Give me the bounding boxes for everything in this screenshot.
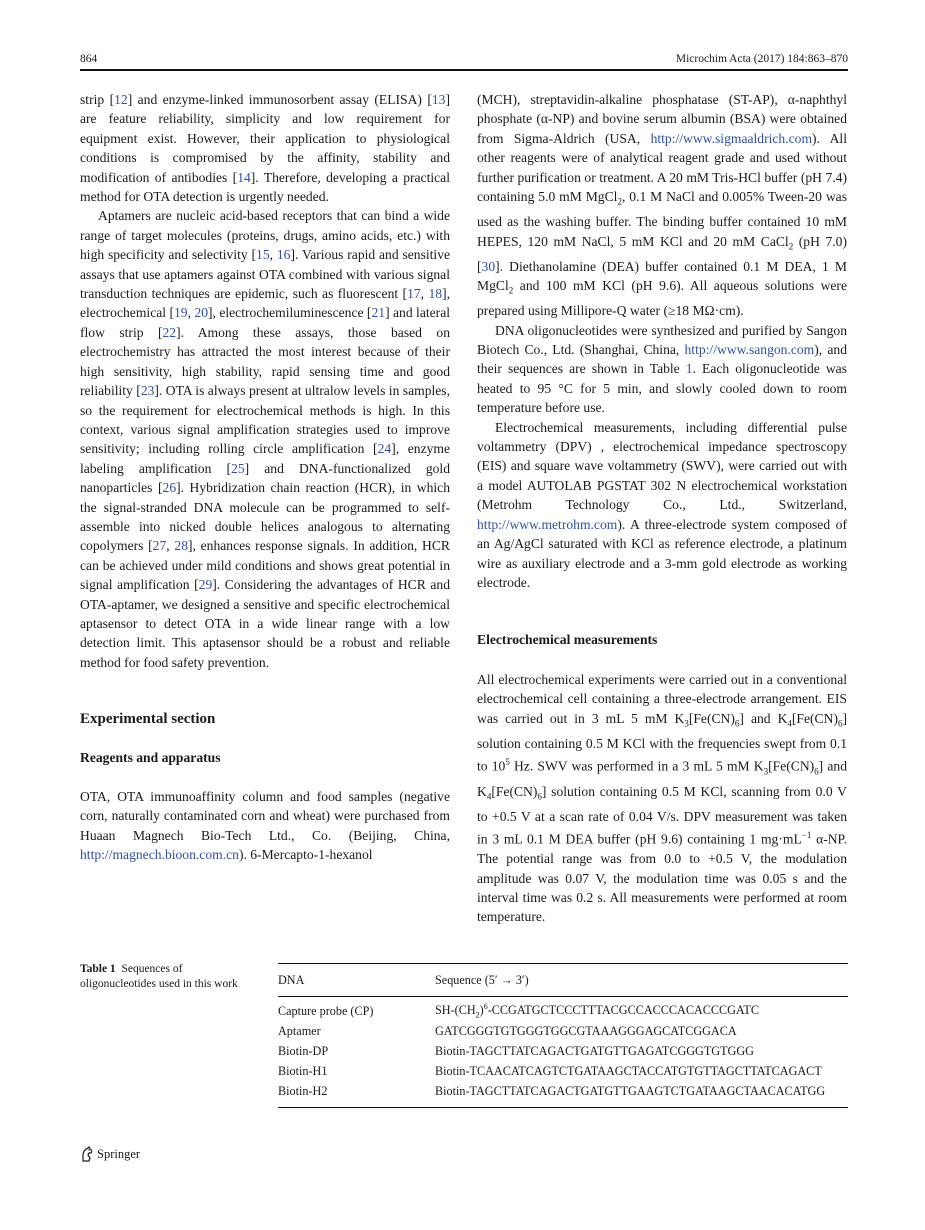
paragraph: OTA, OTA immunoaffinity column and food samples (negative corn, naturally contaminated corn and wheat) were purchased from Huaan Magnech Bio-Tech Ltd., Co. (Beijing, China, http://magnech.bioon.com.cn). 6-Mercapto-1-hexanol xyxy=(80,789,450,863)
paragraph: All electrochemical experiments were carried out in a conventional electrochemical cell containing a three-electrode arrangement. EIS was carried out in 3 mL 5 mM $K_3[Fe(CN)_6]$ and $K_4[Fe(CN)_6]$ solution containing 0.5 M KCl with the frequencies swept from 0.1 to $10^5$ Hz. SWV was performed in a 3 mL 5 mM $K_3[Fe(CN)_6]$ and $K_4[Fe(CN)_6]$ solution containing 0.5 M KCl, scanning from 0.0 V to +0.5 V at a scan rate of 0.04 V/s. DPV measurement was taken in 3 mL 0.1 M DEA buffer (pH 9.6) containing 1 $mg\cdot mL^{-1}$ α-NP. The potential range was from 0.0 to +0.5 V, the modulation amplitude was 0.07 V, the modulation time was 0.05 s and the interval time was 0.2 s. All measurements were performed at room temperature. xyxy=(477,671,847,925)
section-title: Experimental section xyxy=(80,711,216,728)
citation-link[interactable]: 26 xyxy=(162,480,177,496)
table-cell-dna: Aptamer xyxy=(278,1023,321,1038)
citation-link[interactable]: 18 xyxy=(428,286,443,302)
citation-link[interactable]: 30 xyxy=(481,258,496,274)
subscript: 2 xyxy=(508,285,514,296)
left-column xyxy=(80,90,450,865)
superscript: −1 xyxy=(801,830,812,841)
publisher-name: Springer xyxy=(97,1146,141,1161)
subsection-title: Electrochemical measurements xyxy=(477,632,658,648)
subscript: 6 xyxy=(734,718,740,729)
citation-link[interactable]: 13 xyxy=(431,92,446,107)
paragraph: strip [12] and enzyme-linked immunosorbent assay (ELISA) [13] are feature reliability, simplicity and low requirement for equipment exist. However, their application to physiological conditions is compromised by the affinity, stability and modification of antibodies [14]. Therefore, developing a practical method for OTA detection is urgently needed. xyxy=(80,92,450,205)
citation-link[interactable]: 12 xyxy=(114,92,128,107)
url-link[interactable]: http://www.sigmaaldrich.com xyxy=(650,130,813,146)
subsection-title: Reagents and apparatus xyxy=(80,749,221,765)
table-label: Table 1 xyxy=(80,963,116,975)
table-body xyxy=(278,997,848,1107)
table-caption xyxy=(80,962,260,992)
url-link[interactable]: http://magnech.bioon.com.cn xyxy=(80,847,239,863)
citation-link[interactable]: 17 xyxy=(407,286,421,302)
table-row xyxy=(278,1081,848,1101)
header-rule xyxy=(80,69,848,71)
citation-link[interactable]: 24 xyxy=(377,441,392,457)
citation-link[interactable]: 27 xyxy=(152,538,167,554)
table-cell-dna: Biotin-DP xyxy=(278,1043,329,1058)
table-header-cell: Sequence (5′ → 3′) xyxy=(435,972,529,987)
table-row xyxy=(278,1021,848,1041)
table-cell-sequence: Biotin-TAGCTTATCAGACTGATGTTGAAGTCTGATAAGCTAACACATGG xyxy=(435,1083,826,1098)
citation-link[interactable]: 28 xyxy=(174,538,188,554)
table-row xyxy=(278,1061,848,1081)
citation-link[interactable]: 14 xyxy=(237,169,251,185)
table-row xyxy=(278,1001,848,1021)
table-cell-sequence: $SH-(CH_2)^6$-CCGATGCTCCCTTTACGCCACCCACACCCGATC xyxy=(435,1002,759,1020)
table-cell-sequence: Biotin-TCAACATCAGTCTGATAAGCTACCATGTGTTAGCTTATCAGACT xyxy=(435,1063,822,1078)
citation-link[interactable]: 25 xyxy=(231,460,245,476)
table-header-cell: DNA xyxy=(278,972,305,987)
table-cell-sequence: GATCGGGTGTGGGTGGCGTAAAGGGAGCATCGGACA xyxy=(435,1023,737,1038)
citation-link[interactable]: 19 xyxy=(173,305,188,321)
table-cell-dna: Capture probe (CP) xyxy=(278,1003,374,1018)
publisher-footer xyxy=(80,1146,140,1162)
citation-link[interactable]: 22 xyxy=(162,324,177,340)
table-cell-sequence: Biotin-TAGCTTATCAGACTGATGTTGAGATCGGGTGTGGG xyxy=(435,1043,754,1058)
paragraph: DNA oligonucleotides were synthesized and purified by Sangon Biotech Co., Ltd. (Shanghai, China, http://www.sangon.com), and their sequences are shown in Table 1. Each oligonucleotide was heated to 95 °C for 5 min, and slowly cooled down to room temperature before use. xyxy=(477,322,847,416)
citation-link[interactable]: 23 xyxy=(140,383,155,399)
table-row xyxy=(278,1041,848,1061)
citation-link[interactable]: 15 xyxy=(256,247,270,263)
paragraph: Electrochemical measurements, including differential pulse voltammetry (DPV) , electrochemical impedance spectroscopy (EIS) and square wave voltammetry (SWV), were carried out with a model AUTOLAB PGSTAT 302 N electrochemical workstation (Metrohm Technology Co., Ltd., Switzerland, http://www.metrohm.com). A three-electrode system composed of an Ag/AgCl saturated with KCl as reference electrode, a platinum wire as auxiliary electrode and a 3-mm gold electrode as working electrode. xyxy=(477,419,847,590)
subscript: 4 xyxy=(486,791,492,802)
subscript: 3 xyxy=(763,766,769,777)
table-cell-dna: Biotin-H1 xyxy=(278,1063,328,1078)
table-bottom-rule xyxy=(278,1107,848,1108)
subscript: 2 xyxy=(788,241,794,252)
url-link[interactable]: http://www.sangon.com xyxy=(684,342,815,358)
springer-horse-icon xyxy=(80,1146,94,1162)
citation-link[interactable]: 21 xyxy=(371,305,386,321)
subscript: 3 xyxy=(684,718,689,729)
subscript: 4 xyxy=(787,718,792,729)
superscript: 5 xyxy=(505,757,510,768)
right-column xyxy=(477,90,847,927)
journal-citation: Microchim Acta (2017) 184:863–870 xyxy=(675,53,848,65)
subscript: 2 xyxy=(617,196,622,207)
paragraph: Aptamers are nucleic acid-based receptors that can bind a wide range of target molecules (proteins, drugs, amino acids, etc.) with high specificity and selectivity [15, 16]. Various rapid and sensitive assays that use aptamers against OTA combined with various signal transduction techniques are epidemic, such as fluorescent [17, 18], electrochemical [19, 20], electrochemiluminescence [21] and lateral flow strip [22]. Among these assays, those based on electrochemistry has attracted the most interest because of their high sensitivity, high stability, rapid sensing time and good reliability [23]. OTA is always present at ultralow levels in samples, so the requirement for electrochemical methods is high. In this context, various signal amplification strategies used to improve sensitivity; including rolling circle amplification [24], enzyme labeling amplification [25] and DNA-functionalized gold nanoparticles [26]. Hybridization chain reaction (HCR), in which the signal-stranded DNA molecule can be programmed to self-assemble into nicked double helices analogous to alternating copolymers [27, 28], enhances response signals. In addition, HCR can be achieved under mild conditions and shows great potential in signal amplification [29]. Considering the advantages of HCR and OTA-aptamer, we designed a sensitive and specific electrochemical aptasensor to detect OTA in a wide linear range with a low detection limit. This aptasensor should be a robust and reliable method for food safety prevention. xyxy=(80,208,451,670)
subscript: 6 xyxy=(837,718,843,729)
citation-link[interactable]: 20 xyxy=(194,305,208,321)
citation-link[interactable]: 1 xyxy=(685,361,693,377)
sequence-table xyxy=(278,963,848,1108)
subscript: 6 xyxy=(814,766,819,777)
table-caption-text: Sequences of oligonucleotides used in this work xyxy=(80,963,238,990)
table-cell-dna: Biotin-H2 xyxy=(278,1083,328,1098)
table-header-row xyxy=(278,964,848,996)
subscript: 6 xyxy=(537,791,542,802)
url-link[interactable]: http://www.metrohm.com xyxy=(477,516,618,532)
page-number: 864 xyxy=(80,53,98,65)
citation-link[interactable]: 29 xyxy=(198,577,213,593)
citation-link[interactable]: 16 xyxy=(276,247,291,263)
paragraph: (MCH), streptavidin-alkaline phosphatase (ST-AP), α-naphthyl phosphate (α-NP) and bovine serum albumin (BSA) were obtained from Sigma-Aldrich (USA, http://www.sigmaaldrich.com). All other reagents were of analytical reagent grade and used without further purification or treatment. A 20 mM Tris-HCl buffer (pH 7.4) containing 5.0 mM MgCl$_2$, 0.1 M NaCl and 0.005% Tween-20 was used as the washing buffer. The binding buffer contained 10 mM HEPES, 120 mM NaCl, 5 mM KCl and 20 mM CaCl$_2$ (pH 7.0) [30]. Diethanolamine (DEA) buffer contained 0.1 M DEA, 1 M MgCl$_2$ and 100 mM KCl (pH 9.6). All aqueous solutions were prepared using Millipore-Q water (≥18 MΩ·cm). xyxy=(477,92,847,319)
